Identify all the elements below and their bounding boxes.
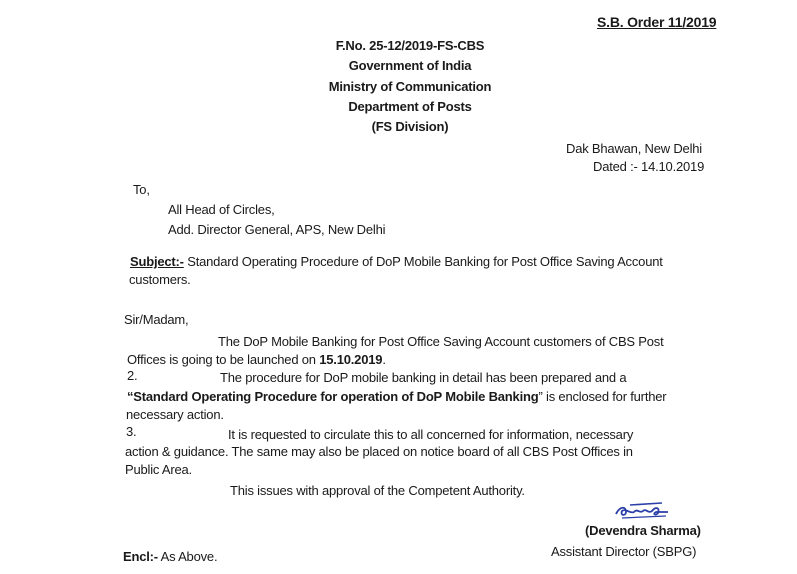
order-number: S.B. Order 11/2019 [597,14,717,30]
file-number: F.No. 25-12/2019-FS-CBS [335,38,485,53]
department-line: Department of Posts [348,99,472,114]
sop-title: “Standard Operating Procedure for operation of DoP Mobile Banking [127,389,539,404]
enclosure: Encl:- As Above. [123,549,218,564]
signatory-name: (Devendra Sharma) [585,523,701,538]
subject-label: Subject:- [130,254,184,269]
para3-line1: It is requested to circulate this to all concerned for information, necessary [228,427,634,442]
division-line: (FS Division) [371,119,449,134]
subject-line [130,254,663,270]
ministry-line: Ministry of Communication [328,79,492,94]
para3-number: 3. [126,424,137,439]
signature-image [612,500,672,522]
para1-line1: The DoP Mobile Banking for Post Office Saving Account customers of CBS Post [218,334,664,349]
subject-text: Standard Operating Procedure of DoP Mobile Banking for Post Office Saving Account [183,254,663,269]
para2-line3: necessary action. [126,407,224,422]
place: Dak Bhawan, New Delhi [566,141,702,156]
recipient: All Head of Circles, [168,202,275,217]
recipient: Add. Director General, APS, New Delhi [168,222,386,237]
para2-number: 2. [127,368,138,383]
salutation: Sir/Madam, [124,312,189,327]
subject-text-2: customers. [129,272,191,287]
launch-date: 15.10.2019 [319,352,383,367]
para1-line2: Offices is going to be launched on 15.10.2019. [127,352,386,367]
para3-line2: action & guidance. The same may also be placed on notice board of all CBS Post Offices in [125,444,633,459]
signatory-designation: Assistant Director (SBPG) [551,544,697,559]
approval-line: This issues with approval of the Competent Authority. [230,483,525,498]
govt-line: Government of India [348,58,472,73]
para3-line3: Public Area. [125,462,192,477]
para2-line2: “Standard Operating Procedure for operation of DoP Mobile Banking” is enclosed for further [127,389,667,404]
to-label: To, [133,182,150,197]
para2-line1: The procedure for DoP mobile banking in detail has been prepared and a [220,370,627,385]
date: Dated :- 14.10.2019 [593,159,705,174]
